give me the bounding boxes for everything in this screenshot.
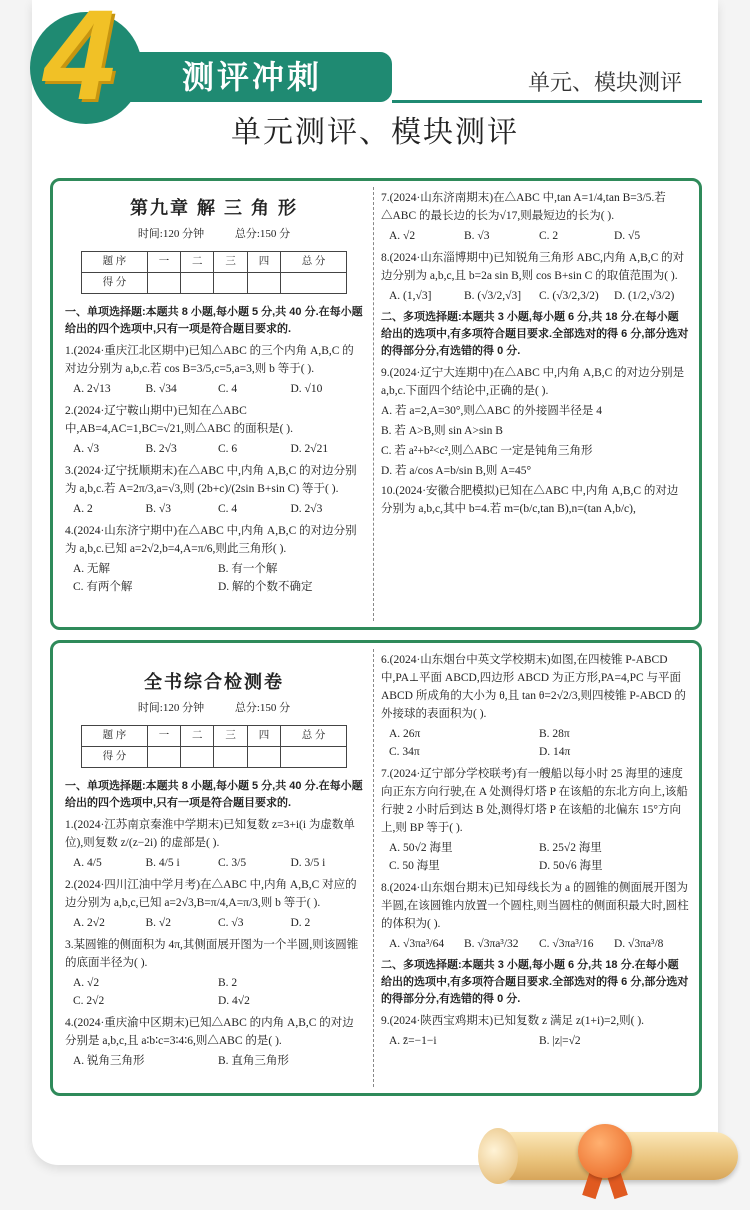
score-header: 题 序	[82, 252, 148, 273]
option: C. 34π	[389, 746, 420, 758]
option: D. √3πa³/8	[614, 938, 664, 950]
options	[389, 287, 689, 305]
question: 10.(2024·安徽合肥模拟)已知在△ABC 中,内角 A,B,C 的对边分别为 a,b,c,其中 b=4.若 m=(b/c,tan B),n=(tan A,b/c),	[381, 485, 679, 515]
option: C. 2	[539, 230, 559, 242]
options	[73, 500, 363, 518]
option: B. 若 A>B,则 sin A>sin B	[381, 425, 503, 437]
score-header: 总 分	[281, 252, 347, 273]
score-cell	[214, 747, 247, 768]
option: A. 2	[73, 503, 93, 515]
option: A. √2	[389, 230, 416, 242]
column-divider	[373, 649, 374, 1087]
option: A. 4/5	[73, 857, 102, 869]
options	[73, 1052, 363, 1070]
paper1-score-table	[81, 251, 347, 294]
option: D. 3/5 i	[290, 857, 326, 869]
paper1-score: 总分:150 分	[234, 228, 291, 240]
score-cell	[214, 273, 247, 294]
score-row-label: 得 分	[82, 747, 148, 768]
exam-paper-comprehensive	[50, 640, 702, 1096]
paper1-meta	[65, 225, 363, 243]
option: C. 2√2	[73, 995, 105, 1007]
score-cell	[281, 747, 347, 768]
option: C. 50 海里	[389, 860, 440, 872]
option: B. 28π	[539, 728, 570, 740]
option: A. √2	[73, 977, 100, 989]
option: A. z̄=−1−i	[389, 1035, 437, 1047]
option: A. 无解	[73, 563, 111, 575]
option: A. 2√2	[73, 917, 105, 929]
option: B. (√3/2,√3]	[464, 290, 522, 302]
option: D. 2	[290, 917, 311, 929]
options	[73, 914, 363, 932]
option: D. 2√21	[290, 443, 329, 455]
option: B. √34	[145, 383, 177, 395]
option: B. 有一个解	[218, 563, 278, 575]
section-heading: 一、单项选择题:本题共 8 小题,每小题 5 分,共 40 分.在每小题给出的四个选项中,只有一项是符合题目要求的.	[65, 780, 363, 809]
options	[73, 974, 363, 1010]
option: B. 直角三角形	[218, 1055, 289, 1067]
score-header: 一	[147, 252, 180, 273]
paper2-right-column	[381, 643, 689, 1093]
option: C. 有两个解	[73, 581, 133, 593]
score-header: 一	[147, 726, 180, 747]
score-cell	[147, 747, 180, 768]
option: B. 2√3	[145, 443, 177, 455]
score-header: 四	[247, 252, 280, 273]
question: 1.(2024·重庆江北区期中)已知△ABC 的三个内角 A,B,C 的对边分别为 a,b,c.若 cos B=3/5,c=5,a=3,则 b 等于( ).	[65, 345, 354, 375]
score-header: 总 分	[281, 726, 347, 747]
option: D. 解的个数不确定	[218, 581, 313, 593]
title-underline	[392, 100, 702, 103]
score-header: 二	[181, 726, 214, 747]
section-heading: 二、多项选择题:本题共 3 小题,每小题 6 分,共 18 分.在每小题给出的选项中,有多项符合题目要求.全部选对的得 6 分,部分选对的得部分分,有选错的得 0 分.	[381, 311, 689, 357]
options	[389, 725, 689, 761]
option: A. √3	[73, 443, 100, 455]
option: B. √2	[145, 917, 171, 929]
question: 4.(2024·重庆渝中区期末)已知△ABC 的内角 A,B,C 的对边分别是 a,b,c,且 a∶b∶c=3∶4∶6,则△ABC 的是( ).	[65, 1017, 354, 1047]
option: D. √5	[614, 230, 641, 242]
paper2-score: 总分:150 分	[234, 702, 291, 714]
column-divider	[373, 187, 374, 621]
option: B. 4/5 i	[145, 857, 180, 869]
option: B. |z|=√2	[539, 1035, 581, 1047]
question: 9.(2024·陕西宝鸡期末)已知复数 z 满足 z(1+i)=2,则( ).	[381, 1015, 645, 1027]
paper1-title: 第九章 解 三 角 形	[129, 198, 298, 218]
score-cell	[181, 747, 214, 768]
option: B. √3πa³/32	[464, 938, 519, 950]
paper1-time: 时间:120 分钟	[137, 228, 205, 240]
options	[389, 1032, 689, 1050]
score-cell	[181, 273, 214, 294]
options	[73, 854, 363, 872]
option: D. 若 a/cos A=b/sin B,则 A=45°	[381, 465, 532, 477]
options	[73, 560, 363, 596]
option: D. 50√6 海里	[539, 860, 603, 872]
paper2-score-table	[81, 725, 347, 768]
score-cell	[247, 273, 280, 294]
question: 3.(2024·辽宁抚顺期末)在△ABC 中,内角 A,B,C 的对边分别为 a,b,c.若 A=2π/3,a=√3,则 (2b+c)/(2sin B+sin C) 等于( ).	[65, 465, 357, 495]
question: 2.(2024·四川江油中学月考)在△ABC 中,内角 A,B,C 对应的边分别为 a,b,c,已知 a=2√3,B=π/4,A=π/3,则 b 等于( ).	[65, 879, 357, 909]
option: A. √3πa³/64	[389, 938, 445, 950]
score-cell	[281, 273, 347, 294]
options	[73, 380, 363, 398]
option: B. √3	[145, 503, 171, 515]
question: 1.(2024·江苏南京秦淮中学期末)已知复数 z=3+i(i 为虚数单位),则复数 z/(z−2i) 的虚部是( ).	[65, 819, 355, 849]
option: A. 26π	[389, 728, 421, 740]
option: C. 若 a²+b²<c²,则△ABC 一定是钝角三角形	[381, 445, 593, 457]
option: D. 14π	[539, 746, 571, 758]
scroll-end	[478, 1128, 518, 1184]
options	[389, 935, 689, 953]
question: 8.(2024·山东烟台期末)已知母线长为 a 的圆锥的侧面展开图为半圆,在该圆锥内放置一个圆柱,则当圆柱的侧面积最大时,圆柱的体积为( ).	[381, 882, 689, 930]
option: C. 4	[218, 383, 238, 395]
main-heading: 单元测评、模块测评	[231, 116, 519, 149]
section-title-bar: 测评冲刺	[120, 52, 392, 102]
option: D. √10	[290, 383, 323, 395]
score-header: 二	[181, 252, 214, 273]
option: A. 50√2 海里	[389, 842, 453, 854]
question: 7.(2024·辽宁部分学校联考)有一艘船以每小时 25 海里的速度向正东方向行驶,在 A 处测得灯塔 P 在该船的东北方向上,该船行驶 2 小时后到达 B 处,测得灯塔 P 在该船的北偏东 15°方向上,则 BP 等于( ).	[381, 768, 688, 834]
seal-icon	[578, 1124, 632, 1178]
option: B. 25√2 海里	[539, 842, 602, 854]
section-heading: 一、单项选择题:本题共 8 小题,每小题 5 分,共 40 分.在每小题给出的四个选项中,只有一项是符合题目要求的.	[65, 306, 363, 335]
paper2-meta	[65, 699, 363, 717]
score-header: 三	[214, 252, 247, 273]
options	[389, 839, 689, 875]
option: C. 3/5	[218, 857, 247, 869]
paper2-time: 时间:120 分钟	[137, 702, 205, 714]
paper2-left-column	[65, 643, 363, 1093]
option: C. 6	[218, 443, 238, 455]
options	[73, 440, 363, 458]
option: D. 2√3	[290, 503, 323, 515]
paper1-right-column	[381, 181, 689, 627]
option: C. √3πa³/16	[539, 938, 594, 950]
score-header: 四	[247, 726, 280, 747]
options	[389, 227, 689, 245]
score-cell	[247, 747, 280, 768]
option: A. 锐角三角形	[73, 1055, 145, 1067]
score-header: 三	[214, 726, 247, 747]
option: A. 若 a=2,A=30°,则△ABC 的外接圆半径是 4	[381, 405, 603, 417]
option: D. 4√2	[218, 995, 250, 1007]
question: 4.(2024·山东济宁期中)在△ABC 中,内角 A,B,C 的对边分别为 a,b,c.已知 a=2√2,b=4,A=π/6,则此三角形( ).	[65, 525, 357, 555]
option: C. 4	[218, 503, 238, 515]
score-cell	[147, 273, 180, 294]
score-header: 题 序	[82, 726, 148, 747]
question: 6.(2024·山东烟台中英文学校期末)如图,在四棱锥 P-ABCD 中,PA⊥平面 ABCD,四边形 ABCD 为正方形,PA=4,PC 与平面 ABCD 所成角的大小为 θ,且 tan θ=2√2/3,则四棱锥 P-ABCD 的外接球的表面积为( ).	[381, 654, 686, 720]
scroll-decoration	[478, 1118, 746, 1200]
section-tag: 单元、模块测评	[528, 70, 683, 95]
section-heading: 二、多项选择题:本题共 3 小题,每小题 6 分,共 18 分.在每小题给出的选项中,有多项符合题目要求.全部选对的得 6 分,部分选对的得部分分,有选错的得 0 分.	[381, 959, 689, 1005]
question: 3.某圆锥的侧面积为 4π,其侧面展开图为一个半圆,则该圆锥的底面半径为( ).	[65, 939, 359, 969]
paper2-title: 全书综合检测卷	[144, 672, 284, 692]
option: A. (1,√3]	[389, 290, 432, 302]
option: D. (1/2,√3/2)	[614, 290, 675, 302]
question: 7.(2024·山东济南期末)在△ABC 中,tan A=1/4,tan B=3/5.若△ABC 的最长边的长为√17,则最短边的长为( ).	[381, 192, 666, 222]
question: 9.(2024·辽宁大连期中)在△ABC 中,内角 A,B,C 的对边分别是 a,b,c.下面四个结论中,正确的是( ).	[381, 367, 685, 397]
option: B. √3	[464, 230, 490, 242]
paper1-left-column	[65, 181, 363, 627]
option: A. 2√13	[73, 383, 111, 395]
option: B. 2	[218, 977, 238, 989]
option: C. √3	[218, 917, 244, 929]
chapter-number: 4	[44, 0, 116, 127]
exam-paper-chapter9	[50, 178, 702, 630]
option: C. (√3/2,3/2)	[539, 290, 599, 302]
score-row-label: 得 分	[82, 273, 148, 294]
question: 2.(2024·辽宁鞍山期中)已知在△ABC 中,AB=4,AC=1,BC=√21,则△ABC 的面积是( ).	[65, 405, 293, 435]
question: 8.(2024·山东淄博期中)已知锐角三角形 ABC,内角 A,B,C 的对边分别为 a,b,c,且 b=2a sin B,则 cos B+sin C 的取值范围为( ).	[381, 252, 685, 282]
